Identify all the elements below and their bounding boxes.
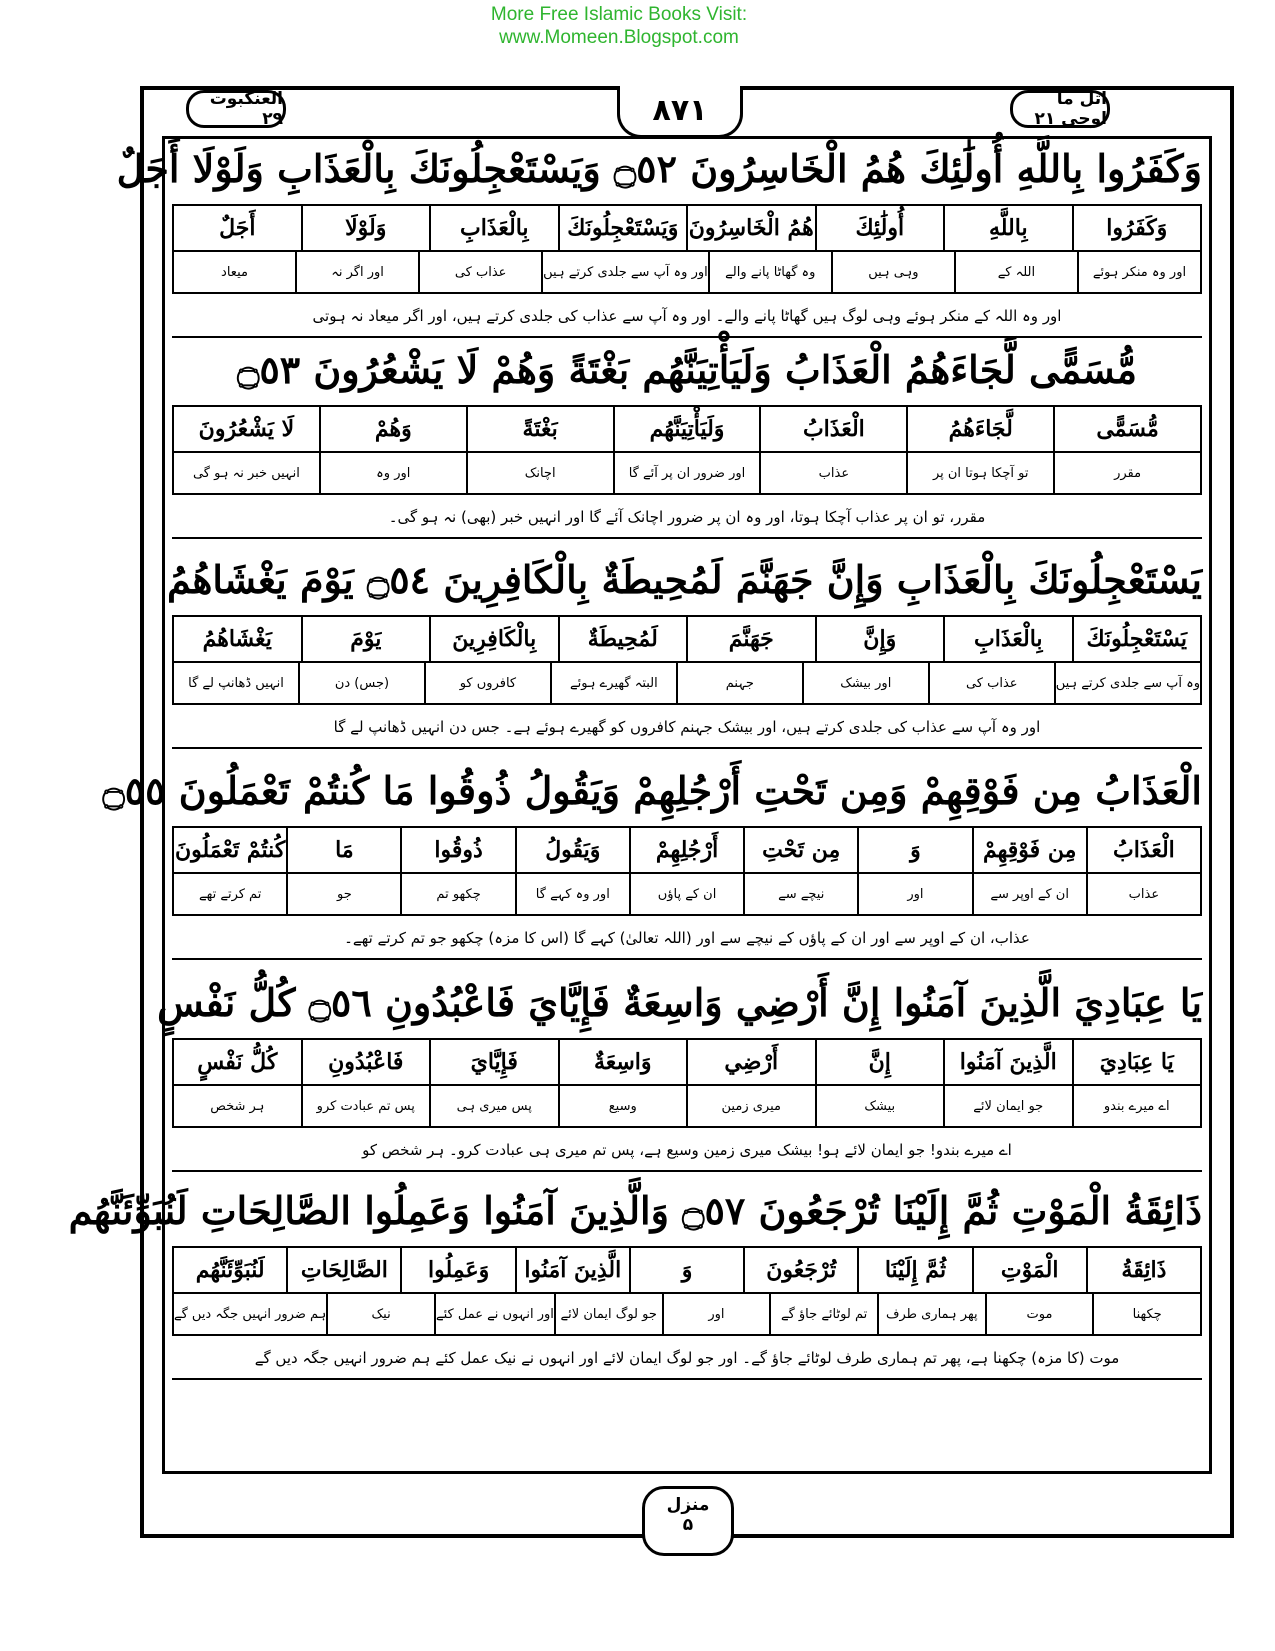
arabic-word: بِالْعَذَابِ bbox=[429, 206, 558, 250]
arabic-words-row bbox=[174, 828, 1200, 874]
urdu-translation: مقرر، تو ان پر عذاب آچکا ہوتا، اور وہ ان پر ضرور اچانک آئے گا اور انہیں خبر (بھی) نہ ہو گی۔ bbox=[172, 497, 1202, 539]
arabic-word: يَوْمَ bbox=[301, 617, 430, 661]
promo-line-1: More Free Islamic Books Visit: bbox=[490, 4, 748, 25]
arabic-word: وَ bbox=[857, 828, 971, 872]
urdu-meaning: اور وہ کہے گا bbox=[515, 874, 629, 914]
arabic-word: الَّذِينَ آمَنُوا bbox=[515, 1248, 629, 1292]
urdu-meaning: پس میری ہی bbox=[429, 1086, 558, 1126]
urdu-meaning: عذاب bbox=[759, 453, 906, 493]
urdu-translation: اے میرے بندو! جو ایمان لائے ہو! بیشک میری زمین وسیع ہے، پس تم میری ہی عبادت کرو۔ ہر شخص کو bbox=[172, 1130, 1202, 1172]
urdu-meaning: اور bbox=[857, 874, 971, 914]
arabic-word: وَلَوْلَا bbox=[301, 206, 430, 250]
arabic-word: الْعَذَابُ bbox=[1086, 828, 1200, 872]
urdu-meaning: بیشک bbox=[815, 1086, 944, 1126]
ayah-line: الْعَذَابُ مِن فَوْقِهِمْ وَمِن تَحْتِ أَرْجُلِهِمْ وَيَقُولُ ذُوقُوا مَا كُنتُمْ تَعْمَلُونَ ۝٥٥ bbox=[102, 768, 1202, 813]
urdu-meaning: اچانک bbox=[466, 453, 613, 493]
urdu-meanings-row bbox=[174, 252, 1200, 292]
manzil-label: منزل bbox=[666, 1495, 710, 1515]
urdu-meaning: وہ آپ سے جلدی کرتے ہیں bbox=[1054, 663, 1200, 703]
arabic-word: بَغْتَةً bbox=[466, 407, 613, 451]
urdu-meaning: تم لوٹائے جاؤ گے bbox=[769, 1294, 877, 1334]
para-name-tag: اتل ما اوحی ۲۱ bbox=[1010, 90, 1110, 128]
word-grid bbox=[172, 405, 1202, 495]
arabic-words-row bbox=[174, 1248, 1200, 1294]
arabic-word: فَاعْبُدُونِ bbox=[301, 1040, 430, 1084]
urdu-meaning: میری زمین bbox=[686, 1086, 815, 1126]
page-number: ۸۷۱ bbox=[617, 86, 743, 138]
urdu-meanings-row bbox=[174, 453, 1200, 493]
urdu-meaning: ان کے پاؤں bbox=[629, 874, 743, 914]
arabic-word: يَا عِبَادِيَ bbox=[1072, 1040, 1201, 1084]
urdu-meaning: جہنم bbox=[676, 663, 802, 703]
arabic-word: وَهُمْ bbox=[319, 407, 466, 451]
arabic-word: مِن تَحْتِ bbox=[743, 828, 857, 872]
urdu-meaning: (جس) دن bbox=[298, 663, 424, 703]
ayah-line: يَسْتَعْجِلُونَكَ بِالْعَذَابِ وَإِنَّ جَهَنَّمَ لَمُحِيطَةٌ بِالْكَافِرِينَ ۝٥٤ يَوْمَ يَغْشَاهُمُ bbox=[167, 557, 1202, 602]
ayah-line: وَكَفَرُوا بِاللَّهِ أُولَٰئِكَ هُمُ الْخَاسِرُونَ ۝٥٢ وَيَسْتَعْجِلُونَكَ بِالْعَذَابِ وَلَوْلَا أَجَلٌ bbox=[116, 146, 1202, 191]
urdu-meaning: پس تم عبادت کرو bbox=[301, 1086, 430, 1126]
arabic-word: وَكَفَرُوا bbox=[1072, 206, 1201, 250]
arabic-word: بِالْكَافِرِينَ bbox=[429, 617, 558, 661]
urdu-meaning: کافروں کو bbox=[424, 663, 550, 703]
word-grid bbox=[172, 1246, 1202, 1336]
urdu-translation: موت (کا مزہ) چکھنا ہے، پھر تم ہماری طرف لوٹائے جاؤ گے۔ اور جو لوگ ایمان لائے اور انہوں نے نیک عمل کئے ہم ضرور انہیں جگہ دیں گے bbox=[172, 1338, 1202, 1380]
urdu-meaning: اور bbox=[662, 1294, 770, 1334]
urdu-meaning: انہیں ڈھانپ لے گا bbox=[188, 675, 284, 691]
surah-name-tag: العنکبوت ۲۹ bbox=[186, 90, 286, 128]
urdu-meanings-row bbox=[174, 874, 1200, 914]
ayah-line: يَا عِبَادِيَ الَّذِينَ آمَنُوا إِنَّ أَرْضِي وَاسِعَةٌ فَإِيَّايَ فَاعْبُدُونِ ۝٥٦ كُلُّ نَفْسٍ bbox=[157, 980, 1202, 1025]
urdu-meaning: مقرر bbox=[1053, 453, 1200, 493]
urdu-meaning: عذاب bbox=[1086, 874, 1200, 914]
arabic-words-row bbox=[174, 407, 1200, 453]
urdu-meaning: نیچے سے bbox=[743, 874, 857, 914]
urdu-meanings-row bbox=[174, 1294, 1200, 1334]
arabic-word: الصَّالِحَاتِ bbox=[286, 1248, 400, 1292]
urdu-meaning: چکھو تم bbox=[400, 874, 514, 914]
arabic-word: وَلَيَأْتِيَنَّهُم bbox=[613, 407, 760, 451]
arabic-word: إِنَّ bbox=[815, 1040, 944, 1084]
urdu-meaning: وسیع bbox=[558, 1086, 687, 1126]
arabic-words-row bbox=[174, 1040, 1200, 1086]
arabic-word: فَإِيَّايَ bbox=[429, 1040, 558, 1084]
urdu-meaning: انہیں خبر نہ ہو گی bbox=[192, 465, 300, 481]
urdu-meaning: عذاب کی bbox=[928, 663, 1054, 703]
arabic-word: ثُمَّ إِلَيْنَا bbox=[857, 1248, 971, 1292]
arabic-word: لَّجَاءَهُمُ bbox=[906, 407, 1053, 451]
urdu-meaning: عذاب کی bbox=[418, 252, 541, 292]
arabic-word: بِاللَّهِ bbox=[943, 206, 1072, 250]
arabic-word: وَ bbox=[629, 1248, 743, 1292]
urdu-meaning: اللہ کے bbox=[954, 252, 1077, 292]
arabic-word: مُّسَمًّى bbox=[1053, 407, 1200, 451]
arabic-word: مِن فَوْقِهِمْ bbox=[972, 828, 1086, 872]
ayah-line: ذَائِقَةُ الْمَوْتِ ثُمَّ إِلَيْنَا تُرْجَعُونَ ۝٥٧ وَالَّذِينَ آمَنُوا وَعَمِلُوا الصَّالِحَاتِ لَنُبَوِّئَنَّهُم bbox=[68, 1188, 1202, 1233]
urdu-meaning: ہر شخص bbox=[210, 1098, 265, 1114]
manzil-number: ۵ bbox=[682, 1515, 694, 1535]
arabic-word: ذُوقُوا bbox=[400, 828, 514, 872]
urdu-meaning: ان کے اوپر سے bbox=[972, 874, 1086, 914]
urdu-translation: اور وہ اللہ کے منکر ہوئے وہی لوگ ہیں گھاٹا پانے والے۔ اور وہ آپ سے عذاب کی جلدی کرتے ہیں، اور اگر میعاد نہ ہوتی bbox=[172, 296, 1202, 338]
urdu-meaning: وہی ہیں bbox=[831, 252, 954, 292]
urdu-meaning: ہم ضرور انہیں جگہ دیں گے bbox=[173, 1306, 327, 1322]
arabic-word: الْمَوْتِ bbox=[972, 1248, 1086, 1292]
arabic-word: مَا bbox=[286, 828, 400, 872]
arabic-word: وَعَمِلُوا bbox=[400, 1248, 514, 1292]
arabic-word: أَرْضِي bbox=[686, 1040, 815, 1084]
arabic-word: ذَائِقَةُ bbox=[1086, 1248, 1200, 1292]
urdu-meaning: وہ گھاٹا پانے والے bbox=[708, 252, 831, 292]
urdu-meaning: اور بیشک bbox=[802, 663, 928, 703]
manzil-badge bbox=[642, 1486, 734, 1556]
urdu-translation: اور وہ آپ سے عذاب کی جلدی کرتے ہیں، اور بیشک جہنم کافروں کو گھیرے ہوئے ہے۔ جس دن انہیں ڈھانپ لے گا bbox=[172, 707, 1202, 749]
urdu-meaning: تم کرتے تھے bbox=[198, 886, 262, 902]
arabic-word: الْعَذَابُ bbox=[759, 407, 906, 451]
urdu-meaning: جو ایمان لائے bbox=[943, 1086, 1072, 1126]
urdu-meaning: البتہ گھیرے ہوئے bbox=[550, 663, 676, 703]
urdu-meaning: میعاد bbox=[221, 264, 248, 280]
arabic-word: تُرْجَعُونَ bbox=[743, 1248, 857, 1292]
arabic-word: جَهَنَّمَ bbox=[686, 617, 815, 661]
arabic-word: لَا يَشْعُرُونَ bbox=[198, 416, 295, 442]
arabic-word: كُنتُمْ تَعْمَلُونَ bbox=[174, 837, 286, 863]
arabic-words-row bbox=[174, 617, 1200, 663]
arabic-word: أُولَٰئِكَ bbox=[815, 206, 944, 250]
arabic-word: وَيَقُولُ bbox=[515, 828, 629, 872]
urdu-translation: عذاب، ان کے اوپر سے اور ان کے پاؤں کے نیچے سے اور (اللہ تعالیٰ) کہے گا (اس کا مزہ) چکھو جو تم کرتے تھے۔ bbox=[172, 918, 1202, 960]
urdu-meaning: نیک bbox=[326, 1294, 434, 1334]
arabic-word: بِالْعَذَابِ bbox=[943, 617, 1072, 661]
arabic-word: أَجَلٌ bbox=[219, 215, 256, 241]
arabic-word: كُلُّ نَفْسٍ bbox=[197, 1049, 278, 1075]
word-grid bbox=[172, 826, 1202, 916]
urdu-meaning: اے میرے بندو bbox=[1072, 1086, 1201, 1126]
arabic-word: وَاسِعَةٌ bbox=[558, 1040, 687, 1084]
urdu-meaning: موت bbox=[985, 1294, 1093, 1334]
urdu-meaning: جو bbox=[286, 874, 400, 914]
urdu-meaning: چکھنا bbox=[1092, 1294, 1200, 1334]
arabic-word: وَيَسْتَعْجِلُونَكَ bbox=[558, 206, 687, 250]
urdu-meaning: اور وہ منکر ہوئے bbox=[1077, 252, 1200, 292]
arabic-word: أَرْجُلِهِمْ bbox=[629, 828, 743, 872]
arabic-word: الَّذِينَ آمَنُوا bbox=[943, 1040, 1072, 1084]
arabic-word: وَإِنَّ bbox=[815, 617, 944, 661]
urdu-meaning: تو آچکا ہوتا ان پر bbox=[906, 453, 1053, 493]
arabic-word: يَغْشَاهُمُ bbox=[202, 626, 272, 652]
word-grid bbox=[172, 615, 1202, 705]
urdu-meaning: اور اگر نہ bbox=[295, 252, 418, 292]
word-grid bbox=[172, 1038, 1202, 1128]
arabic-word: يَسْتَعْجِلُونَكَ bbox=[1072, 617, 1201, 661]
arabic-words-row bbox=[174, 206, 1200, 252]
urdu-meaning: اور ضرور ان پر آئے گا bbox=[613, 453, 760, 493]
urdu-meaning: اور وہ bbox=[319, 453, 466, 493]
urdu-meanings-row bbox=[174, 663, 1200, 703]
urdu-meaning: اور وہ آپ سے جلدی کرتے ہیں bbox=[541, 252, 708, 292]
arabic-word: هُمُ الْخَاسِرُونَ bbox=[686, 206, 815, 250]
urdu-meanings-row bbox=[174, 1086, 1200, 1126]
ayah-line: مُّسَمًّى لَّجَاءَهُمُ الْعَذَابُ وَلَيَأْتِيَنَّهُم بَغْتَةً وَهُمْ لَا يَشْعُرُونَ ۝٥٣ bbox=[237, 347, 1137, 392]
urdu-meaning: پھر ہماری طرف bbox=[877, 1294, 985, 1334]
arabic-word: لَنُبَوِّئَنَّهُم bbox=[195, 1257, 265, 1283]
urdu-meaning: جو لوگ ایمان لائے bbox=[554, 1294, 662, 1334]
word-grid bbox=[172, 204, 1202, 294]
urdu-meaning: اور انہوں نے عمل کئے bbox=[434, 1294, 554, 1334]
promo-url[interactable]: www.Momeen.Blogspot.com bbox=[499, 27, 739, 48]
arabic-word: لَمُحِيطَةٌ bbox=[558, 617, 687, 661]
